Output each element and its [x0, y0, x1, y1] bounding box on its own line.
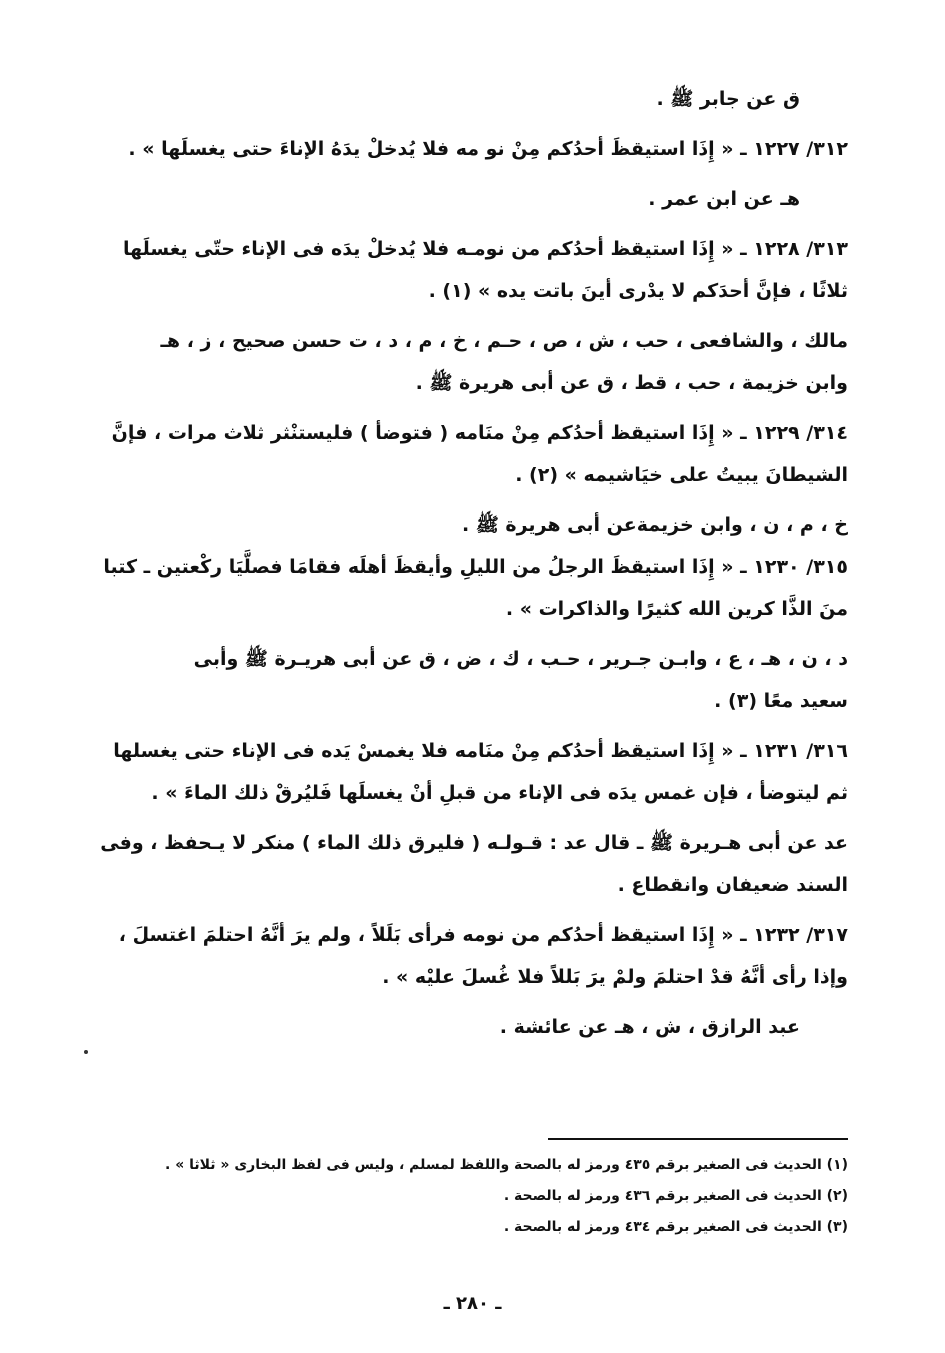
footnote-3: (٣) الحديث فى الصغير برقم ٤٣٤ ورمز له بالصحة .: [503, 1219, 848, 1235]
hadith-entry-317: ٣١٧/ ١٢٣٢ ـ « إِذَا استيقظ أحدُكم من نومه فرأى بَلَلاً ، ولم يرَ أنَّهُ احتلمَ اغتسلَ ،: [118, 924, 848, 946]
text-line: منَ الذَّا كرين الله كثيرًا والذاكرات » .: [505, 598, 848, 620]
text-line: ثلاثًا ، فإنَّ أحدَكم لا يدْرى أينَ باتت يده » (١) .: [428, 280, 848, 302]
scan-speck: [84, 1050, 88, 1054]
source-line: سعيد معًا (٣) .: [714, 690, 848, 712]
hadith-entry-316: ٣١٦/ ١٢٣١ ـ « إِذَا استيقظ أحدُكم مِنْ منَامه فلا يغمسْ يَده فى الإناء حتى يغسلها: [113, 740, 848, 762]
source-line: وابن خزيمة ، حب ، قط ، ق عن أبى هريرة ﷺ .: [415, 372, 848, 394]
text-line: ق عن جابر ﷺ .: [656, 88, 800, 110]
source-line: السند ضعيفان وانقطاع .: [617, 874, 848, 896]
source-line: هـ عن ابن عمر .: [648, 188, 800, 210]
text-line: الشيطانَ يبيتُ على خيَاشيمه » (٢) .: [515, 464, 848, 486]
source-line: عد عن أبى هـريرة ﷺ ـ قال عد : قـولـه ( فليرق ذلك الماء ) منكر لا يـحفظ ، وفى: [100, 832, 848, 854]
hadith-entry-315: ٣١٥/ ١٢٣٠ ـ « إِذَا استيقظَ الرجلُ من الليلِ وأيقظَ أهلَه فقامَا فصلَّيَا ركْعتين ـ كتبا: [103, 556, 848, 578]
text-line: وإذا رأى أنَّهُ قدْ احتلمَ ولمْ يرَ بَللاً فلا غُسلَ عليْه » .: [382, 966, 848, 988]
footnote-divider: [548, 1138, 848, 1140]
hadith-entry-313: ٣١٣/ ١٢٢٨ ـ « إِذَا استيقظ أحدُكم من نومـه فلا يُدخلْ يدَه فى الإناء حتّى يغسلَها: [122, 238, 848, 260]
hadith-entry-314: ٣١٤/ ١٢٢٩ ـ « إِذَا استيقظ أحدُكم مِنْ منَامه ( فتوضأ ) فليستنْثر ثلاث مرات ، فإنَّ: [111, 422, 848, 444]
source-line: د ، ن ، هـ ، ع ، وابـن جـرير ، حـب ، ك ، ض ، ق عن أبى هريـرة ﷺ وأبى: [193, 648, 848, 670]
hadith-text: [78, 78, 848, 1048]
footnotes: [97, 1150, 848, 1243]
source-line: عبد الرازق ، ش ، هـ عن عائشة .: [499, 1016, 800, 1038]
page-number: ـ ٢٨٠ ـ: [443, 1293, 502, 1314]
source-line: مالك ، والشافعى ، حب ، ش ، ص ، حـم ، خ ، م ، د ، ت حسن صحيح ، ز ، هـ: [160, 330, 848, 352]
footnote-1: (١) الحديث فى الصغير برقم ٤٣٥ ورمز له بالصحة واللفظ لمسلم ، وليس فى لفظ البخارى « ثلاثا » .: [165, 1157, 848, 1173]
source-line: خ ، م ، ن ، وابن خزيمةعن أبى هريرة ﷺ .: [462, 514, 848, 536]
text-line: ثم ليتوضأ ، فإن غمس يدَه فى الإناء من قبلِ أنْ يغسلَها فَليُرقْ ذلك الماءَ » .: [151, 782, 848, 804]
footnote-2: (٢) الحديث فى الصغير برقم ٤٣٦ ورمز له بالصحة .: [503, 1188, 848, 1204]
hadith-entry-312: ٣١٢/ ١٢٢٧ ـ « إِذَا استيقظَ أحدُكم مِنْ نو مه فلا يُدخلْ يدَهُ الإناءَ حتى يغسلَها » .: [128, 138, 848, 160]
